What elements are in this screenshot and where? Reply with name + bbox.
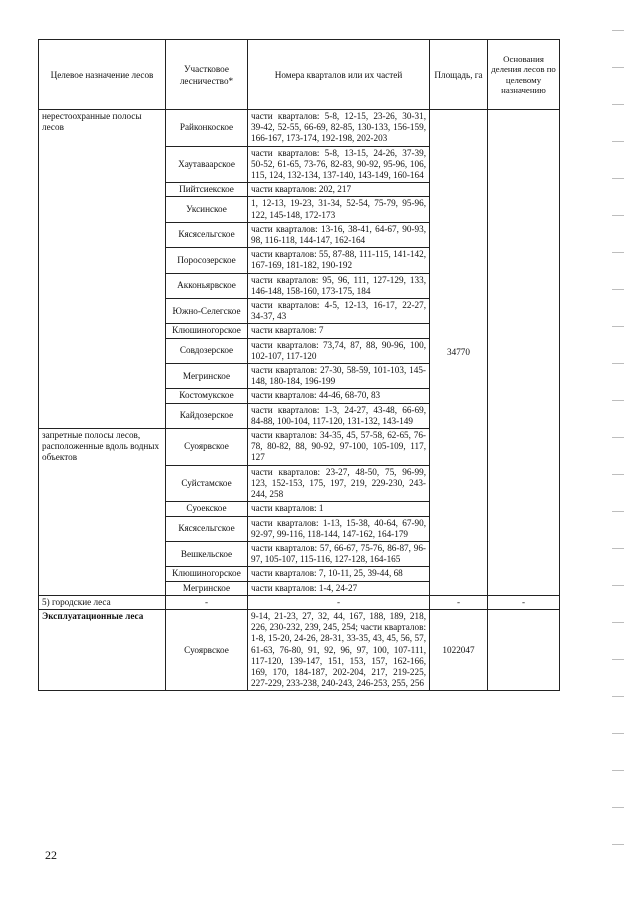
forestry-cell: Кясясельгское <box>166 222 248 247</box>
forestry-cell: Костомукское <box>166 389 248 403</box>
forestry-cell: Суоярвское <box>166 429 248 466</box>
quarters-cell: части кварталов: 7, 10-11, 25, 39-44, 68 <box>248 567 430 581</box>
header-basis: Основания деления лесов по целевому назначению <box>488 40 560 110</box>
quarters-cell: части кварталов: 23-27, 48-50, 75, 96-99, 123, 152-153, 175, 197, 219, 229-230, 243-244, 258 <box>248 465 430 502</box>
edge-mark <box>612 30 624 31</box>
quarters-cell: 1, 12-13, 19-23, 31-34, 52-54, 75-79, 95-96, 122, 145-148, 172-173 <box>248 197 430 222</box>
edge-mark <box>612 696 624 697</box>
area-cell: 1022047 <box>430 609 488 690</box>
quarters-cell: части кварталов: 5-8, 12-15, 23-26, 30-31, 39-42, 52-55, 66-69, 82-85, 130-133, 156-159, 166-167, 173-174, 192-198, 202-203 <box>248 110 430 147</box>
table-row-exploit <box>39 609 560 690</box>
forestry-cell: Суоекское <box>166 502 248 516</box>
forestry-cell: Южно-Селегское <box>166 299 248 324</box>
forestry-cell: Кясясельгское <box>166 516 248 541</box>
quarters-cell: части кварталов: 73,74, 87, 88, 90-96, 100, 102-107, 117-120 <box>248 338 430 363</box>
edge-mark <box>612 844 624 845</box>
scan-edge-marks <box>612 30 632 890</box>
header-row <box>39 40 560 110</box>
quarters-cell: части кварталов: 202, 217 <box>248 183 430 197</box>
edge-mark <box>612 585 624 586</box>
forestry-cell: Клюшиногорское <box>166 324 248 338</box>
quarters-cell: части кварталов: 44-46, 68-70, 83 <box>248 389 430 403</box>
quarters-cell: части кварталов: 57, 66-67, 75-76, 86-87, 96-97, 105-107, 115-116, 127-128, 164-165 <box>248 541 430 566</box>
basis-cell <box>488 609 560 690</box>
area-cell: 34770 <box>430 110 488 596</box>
edge-mark <box>612 437 624 438</box>
edge-mark <box>612 807 624 808</box>
edge-mark <box>612 548 624 549</box>
forestry-cell: Хаутаваарское <box>166 146 248 183</box>
forestry-cell: Вешкельское <box>166 541 248 566</box>
edge-mark <box>612 289 624 290</box>
quarters-cell: части кварталов: 95, 96, 111, 127-129, 133, 146-148, 158-160, 173-175, 184 <box>248 273 430 298</box>
edge-mark <box>612 474 624 475</box>
forestry-cell: Уксинское <box>166 197 248 222</box>
basis-cell <box>488 110 560 596</box>
edge-mark <box>612 141 624 142</box>
forestry-cell: - <box>166 595 248 609</box>
quarters-cell: части кварталов: 1-3, 24-27, 43-48, 66-69, 84-88, 100-104, 117-120, 131-132, 143-149 <box>248 403 430 428</box>
quarters-cell: части кварталов: 4-5, 12-13, 16-17, 22-27, 34-37, 43 <box>248 299 430 324</box>
quarters-cell: части кварталов: 5-8, 13-15, 24-26, 37-39, 50-52, 61-65, 73-76, 82-83, 90-92, 95-96, 106, 115, 124, 132-134, 137-140, 143-149, 160-164 <box>248 146 430 183</box>
forestry-cell: Акконьярвское <box>166 273 248 298</box>
header-area: Площадь, га <box>430 40 488 110</box>
forestry-cell: Мегринское <box>166 364 248 389</box>
forestry-cell: Суоярвское <box>166 609 248 690</box>
quarters-cell: части кварталов: 13-16, 38-41, 64-67, 90-93, 98, 116-118, 144-147, 162-164 <box>248 222 430 247</box>
forestry-cell: Мегринское <box>166 581 248 595</box>
page-number: 22 <box>45 848 57 862</box>
edge-mark <box>612 733 624 734</box>
edge-mark <box>612 326 624 327</box>
quarters-cell: 9-14, 21-23, 27, 32, 44, 167, 188, 189, 218, 226, 230-232, 239, 245, 254; части кварталов: 1-8, 15-20, 24-26, 28-31, 33-35, 43, 45, 56, 57, 61-63, 76-80, 91, 92, 96, 97, 100, 107-111, 117-120, 139-147, 151, 153, 157, 162-166, 169, 170, 184-187, 202-204, 217, 219-225, 227-229, 233-238, 240-243, 246-253, 255, 256 <box>248 609 430 690</box>
quarters-cell: части кварталов: 27-30, 58-59, 101-103, 145-148, 180-184, 196-199 <box>248 364 430 389</box>
edge-mark <box>612 511 624 512</box>
purpose-cell: Эксплуатационные леса <box>39 609 166 690</box>
forestry-cell: Суйстамское <box>166 465 248 502</box>
edge-mark <box>612 622 624 623</box>
edge-mark <box>612 363 624 364</box>
table-row <box>39 110 560 147</box>
header-purpose: Целевое назначение лесов <box>39 40 166 110</box>
quarters-cell: части кварталов: 55, 87-88, 111-115, 141-142, 167-169, 181-182, 190-192 <box>248 248 430 273</box>
edge-mark <box>612 770 624 771</box>
quarters-cell: части кварталов: 1 <box>248 502 430 516</box>
purpose-cell: 5) городские леса <box>39 595 166 609</box>
basis-cell: - <box>488 595 560 609</box>
forestry-cell: Клюшиногорское <box>166 567 248 581</box>
table-row-urban <box>39 595 560 609</box>
quarters-cell: части кварталов: 1-13, 15-38, 40-64, 67-90, 92-97, 99-116, 118-144, 147-162, 164-179 <box>248 516 430 541</box>
edge-mark <box>612 659 624 660</box>
quarters-cell: части кварталов: 1-4, 24-27 <box>248 581 430 595</box>
edge-mark <box>612 252 624 253</box>
edge-mark <box>612 67 624 68</box>
forestry-cell: Пийтсиекское <box>166 183 248 197</box>
quarters-cell: части кварталов: 7 <box>248 324 430 338</box>
forestry-cell: Райконкоское <box>166 110 248 147</box>
header-quarters: Номера кварталов или их частей <box>248 40 430 110</box>
area-cell: - <box>430 595 488 609</box>
edge-mark <box>612 215 624 216</box>
purpose-cell: нерестоохранные полосы лесов <box>39 110 166 429</box>
quarters-cell: части кварталов: 34-35, 45, 57-58, 62-65, 76-78, 80-82, 88, 90-92, 97-100, 105-109, 117, 127 <box>248 429 430 466</box>
forestry-cell: Поросозерское <box>166 248 248 273</box>
forest-zoning-table <box>38 39 560 691</box>
header-forestry: Участковое лесничество* <box>166 40 248 110</box>
edge-mark <box>612 400 624 401</box>
edge-mark <box>612 178 624 179</box>
purpose-cell: запретные полосы лесов, расположенные вдоль водных объектов <box>39 429 166 596</box>
forestry-cell: Совдозерское <box>166 338 248 363</box>
quarters-cell: - <box>248 595 430 609</box>
forestry-cell: Кайдозерское <box>166 403 248 428</box>
edge-mark <box>612 104 624 105</box>
